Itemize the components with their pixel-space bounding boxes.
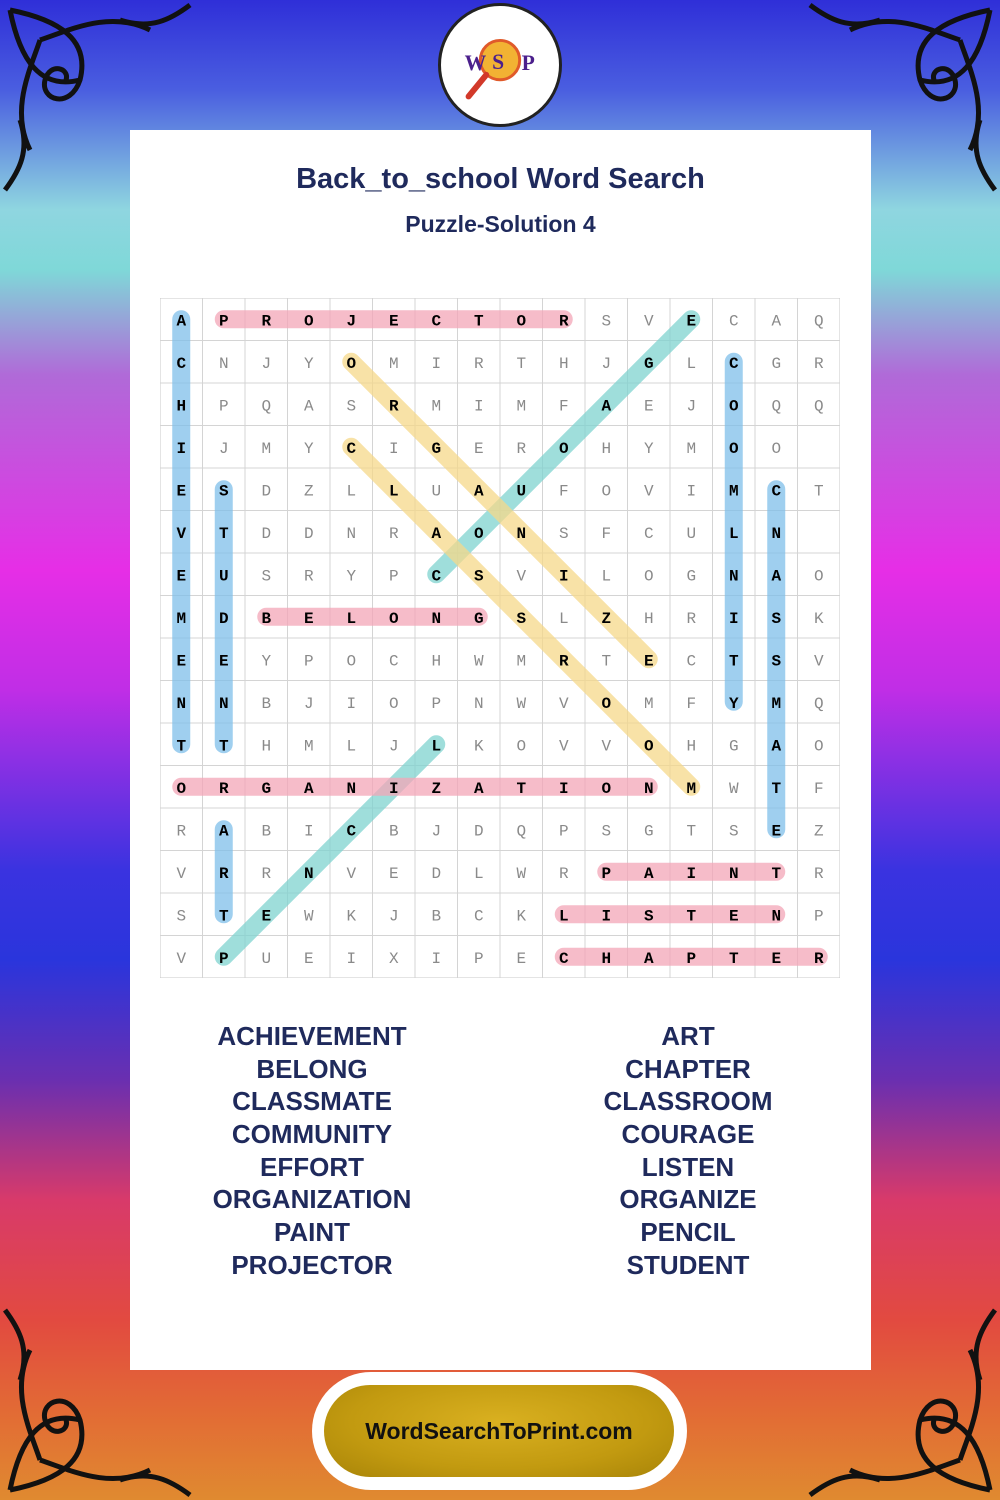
grid-cell-letter: O (388, 694, 399, 713)
grid-cell-letter: J (346, 312, 357, 331)
grid-cell-letter: R (473, 354, 484, 373)
grid-cell-letter: U (261, 949, 272, 968)
grid-cell-letter: L (388, 482, 399, 501)
grid-cell-letter: I (431, 949, 442, 968)
website-link-button[interactable]: WordSearchToPrint.com (324, 1385, 674, 1477)
grid-cell-letter: T (516, 779, 527, 798)
grid-cell-letter: M (516, 397, 527, 416)
word-list-item: CHAPTER (625, 1053, 751, 1084)
grid-cell-letter: T (218, 907, 229, 926)
grid-cell-letter: J (388, 907, 399, 926)
grid-cell-letter: S (728, 822, 739, 841)
grid-cell-letter: R (261, 312, 272, 331)
grid-cell-letter: F (686, 694, 697, 713)
grid-cell-letter: A (643, 949, 654, 968)
grid-cell-letter: R (558, 652, 569, 671)
grid-cell-letter: T (771, 779, 782, 798)
grid-cell-letter: Y (303, 439, 314, 458)
grid-cell-letter: E (771, 949, 782, 968)
grid-cell-letter: E (388, 312, 399, 331)
grid-cell-letter: I (431, 354, 442, 373)
grid-cell-letter: S (473, 567, 484, 586)
grid-cell-letter: I (388, 779, 399, 798)
grid-cell-letter: M (643, 694, 654, 713)
grid-cell-letter: Z (431, 779, 442, 798)
grid-cell-letter: L (601, 567, 612, 586)
word-list-left (112, 1020, 512, 1282)
word-list-item: PENCIL (640, 1217, 736, 1248)
grid-cell-letter: N (218, 354, 229, 373)
grid-cell-letter: W (303, 907, 314, 926)
grid-cell-letter: D (261, 482, 272, 501)
grid-cell-letter: H (558, 354, 569, 373)
grid-cell-letter: B (261, 609, 272, 628)
grid-cell-letter: O (728, 439, 739, 458)
grid-cell-letter: A (218, 822, 229, 841)
grid-cell-letter: V (176, 524, 187, 543)
grid-cell-letter: Q (771, 397, 782, 416)
grid-cell-letter: H (176, 397, 187, 416)
grid-cell-letter: E (643, 652, 654, 671)
grid-cell-letter: N (431, 609, 442, 628)
grid-cell-letter: W (473, 652, 484, 671)
grid-cell-letter: I (473, 397, 484, 416)
grid-cell-letter: V (516, 567, 527, 586)
grid-cell-letter: N (176, 694, 187, 713)
grid-cell-letter: O (346, 354, 357, 373)
grid-cell-letter: R (218, 864, 229, 883)
grid-cell-letter: E (303, 609, 314, 628)
grid-cell-letter: H (686, 737, 697, 756)
grid-cell-letter: G (728, 737, 739, 756)
grid-cell-letter: H (601, 439, 612, 458)
grid-cell-letter: M (303, 737, 314, 756)
grid-cell-letter: A (771, 312, 782, 331)
grid-cell-letter: R (218, 779, 229, 798)
grid-cell-letter: H (643, 609, 654, 628)
grid-cell-letter: N (218, 694, 229, 713)
grid-cell-letter: G (686, 567, 697, 586)
grid-cell-letter: N (346, 779, 357, 798)
grid-cell-letter: W (516, 864, 527, 883)
grid-cell-letter: O (516, 312, 527, 331)
grid-cell-letter: P (813, 907, 824, 926)
grid-cell-letter: O (728, 397, 739, 416)
grid-cell-letter: R (813, 354, 824, 373)
grid-cell-letter: T (218, 737, 229, 756)
grid-cell-letter: Y (261, 652, 272, 671)
grid-cell-letter: E (516, 949, 527, 968)
page-subtitle: Puzzle-Solution 4 (405, 211, 596, 237)
grid-cell-letter: D (431, 864, 442, 883)
word-list-item: ACHIEVEMENT (217, 1021, 407, 1051)
grid-cell-letter: V (643, 482, 654, 501)
grid-cell-letter: V (558, 737, 569, 756)
grid-cell-letter: C (686, 652, 697, 671)
grid-cell-letter: O (558, 439, 569, 458)
word-list-item: PAINT (273, 1217, 351, 1248)
word-list-item: LISTEN (641, 1151, 735, 1182)
grid-cell-letter: F (601, 524, 612, 543)
grid-cell-letter: U (686, 524, 697, 543)
grid-cell-letter: V (176, 949, 187, 968)
grid-cell-letter: O (346, 652, 357, 671)
grid-cell-letter: R (176, 822, 187, 841)
grid-cell-letter: V (643, 312, 654, 331)
grid-cell-letter: P (601, 864, 612, 883)
grid-cell-letter: C (346, 439, 357, 458)
grid-cell-letter: R (813, 949, 824, 968)
grid-cell-letter: L (346, 609, 357, 628)
grid-cell-letter: G (643, 822, 654, 841)
grid-cell-letter: Q (813, 397, 824, 416)
grid-cell-letter: C (431, 567, 442, 586)
grid-cell-letter: S (346, 397, 357, 416)
grid-cell-letter: M (686, 439, 697, 458)
grid-cell-letter: J (261, 354, 272, 373)
grid-cell-letter: F (558, 397, 569, 416)
grid-cell-letter: I (728, 609, 739, 628)
grid-cell-letter: P (218, 312, 229, 331)
grid-cell-letter: G (643, 354, 654, 373)
grid-cell-letter: I (176, 439, 187, 458)
grid-cell-letter: K (813, 609, 824, 628)
grid-cell-letter: U (218, 567, 229, 586)
grid-cell-letter: T (473, 312, 484, 331)
grid-cell-letter: E (728, 907, 739, 926)
grid-cell-letter: G (473, 609, 484, 628)
grid-cell-letter: A (771, 737, 782, 756)
grid-cell-letter: M (728, 482, 739, 501)
grid-cell-letter: O (813, 567, 824, 586)
word-list-item: ORGANIZE (619, 1184, 757, 1215)
grid-cell-letter: O (771, 439, 782, 458)
grid-cell-letter: N (771, 524, 782, 543)
grid-cell-letter: U (516, 482, 527, 501)
grid-cell-letter: O (813, 737, 824, 756)
word-list-item: CLASSMATE (232, 1086, 392, 1117)
grid-cell-letter: I (686, 864, 697, 883)
grid-cell-letter: E (643, 397, 654, 416)
grid-cell-letter: Q (261, 397, 272, 416)
logo-letter-s: S (492, 49, 505, 74)
grid-cell-letter: B (261, 694, 272, 713)
grid-cell-letter: C (643, 524, 654, 543)
grid-cell-letter: R (558, 312, 569, 331)
page-title: Back_to_school Word Search (296, 163, 705, 195)
grid-cell-letter: W (728, 779, 739, 798)
grid-cell-letter: C (728, 312, 739, 331)
grid-cell-letter: S (771, 652, 782, 671)
grid-cell-letter: F (558, 482, 569, 501)
grid-cell-letter: D (218, 609, 229, 628)
grid-cell-letter: V (346, 864, 357, 883)
word-list-item: BELONG (256, 1053, 368, 1084)
grid-cell-letter: C (388, 652, 399, 671)
grid-cell-letter: C (346, 822, 357, 841)
grid-cell-letter: A (303, 779, 314, 798)
grid-cell-letter: B (431, 907, 442, 926)
grid-cell-letter: W (516, 694, 527, 713)
word-search-grid (160, 298, 840, 978)
grid-cell-letter: I (686, 482, 697, 501)
grid-cell-letter: H (601, 949, 612, 968)
grid-cell-letter: G (771, 354, 782, 373)
grid-cell-letter: E (218, 652, 229, 671)
grid-cell-letter: V (813, 652, 824, 671)
grid-cell-letter: J (388, 737, 399, 756)
logo-letter-p: P (521, 50, 535, 75)
grid-cell-letter: S (261, 567, 272, 586)
grid-cell-letter: M (388, 354, 399, 373)
grid-cell-letter: R (558, 864, 569, 883)
grid-cell-letter: E (686, 312, 697, 331)
grid-cell-letter: O (388, 609, 399, 628)
word-list-right (488, 1020, 888, 1282)
grid-cell-letter: V (558, 694, 569, 713)
grid-cell-letter: S (771, 609, 782, 628)
logo-letter-w: W (464, 50, 487, 75)
grid-cell-letter: O (601, 482, 612, 501)
grid-cell-letter: R (261, 864, 272, 883)
grid-cell-letter: B (261, 822, 272, 841)
grid-cell-letter: L (558, 907, 569, 926)
grid-cell-letter: I (558, 567, 569, 586)
grid-cell-letter: E (176, 482, 187, 501)
grid-cell-letter: T (218, 524, 229, 543)
grid-cell-letter: H (431, 652, 442, 671)
grid-cell-letter: T (601, 652, 612, 671)
grid-cell-letter: N (728, 864, 739, 883)
grid-cell-letter: P (686, 949, 697, 968)
grid-cell-letter: S (176, 907, 187, 926)
grid-cell-letter: N (303, 864, 314, 883)
grid-cell-letter: P (218, 397, 229, 416)
grid-cell-letter: M (771, 694, 782, 713)
grid-cell-letter: O (303, 312, 314, 331)
grid-cell-letter: L (346, 737, 357, 756)
grid-cell-letter: N (771, 907, 782, 926)
grid-cell-letter: A (643, 864, 654, 883)
grid-cell-letter: R (813, 864, 824, 883)
grid-cell-letter: V (601, 737, 612, 756)
grid-cell-letter: T (686, 907, 697, 926)
word-list-item: ART (661, 1021, 715, 1051)
grid-cell-letter: I (303, 822, 314, 841)
grid-cell-letter: N (643, 779, 654, 798)
grid-cell-letter: S (218, 482, 229, 501)
grid-cell-letter: N (516, 524, 527, 543)
grid-cell-letter: C (473, 907, 484, 926)
grid-cell-letter: P (431, 694, 442, 713)
grid-cell-letter: R (303, 567, 314, 586)
word-list-item: CLASSROOM (603, 1086, 773, 1117)
grid-cell-letter: T (813, 482, 824, 501)
grid-cell-letter: P (473, 949, 484, 968)
grid-cell-letter: L (346, 482, 357, 501)
grid-cell-letter: T (728, 652, 739, 671)
grid-cell-letter: E (261, 907, 272, 926)
grid-cell-letter: A (431, 524, 442, 543)
grid-cell-letter: I (388, 439, 399, 458)
word-list-item: PROJECTOR (231, 1249, 393, 1280)
grid-cell-letter: E (176, 567, 187, 586)
grid-cell-letter: J (303, 694, 314, 713)
grid-cell-letter: R (388, 524, 399, 543)
grid-cell-letter: C (728, 354, 739, 373)
grid-cell-letter: M (176, 609, 187, 628)
grid-cell-letter: I (558, 779, 569, 798)
grid-cell-letter: S (601, 312, 612, 331)
grid-cell-letter: I (346, 949, 357, 968)
grid-cell-letter: A (771, 567, 782, 586)
grid-cell-letter: S (558, 524, 569, 543)
grid-cell-letter: B (388, 822, 399, 841)
grid-cell-letter: D (473, 822, 484, 841)
grid-cell-letter: L (473, 864, 484, 883)
grid-cell-letter: A (473, 482, 484, 501)
word-list-item: EFFORT (260, 1151, 364, 1182)
grid-cell-letter: D (261, 524, 272, 543)
grid-cell-letter: J (218, 439, 229, 458)
logo[interactable] (438, 3, 562, 127)
grid-cell-letter: P (218, 949, 229, 968)
grid-cell-letter: R (388, 397, 399, 416)
grid-cell-letter: Y (303, 354, 314, 373)
grid-cell-letter: M (516, 652, 527, 671)
grid-cell-letter: T (516, 354, 527, 373)
grid-cell-letter: O (643, 567, 654, 586)
grid-cell-letter: Q (813, 312, 824, 331)
grid-cell-letter: C (176, 354, 187, 373)
word-list-item: COURAGE (621, 1119, 755, 1150)
grid-cell-letter: E (771, 822, 782, 841)
grid-cell-letter: J (601, 354, 612, 373)
grid-cell-letter: E (388, 864, 399, 883)
grid-cell-letter: Y (728, 694, 739, 713)
grid-cell-letter: T (728, 949, 739, 968)
word-list-item: ORGANIZATION (212, 1184, 412, 1215)
grid-cell-letter: D (303, 524, 314, 543)
grid-cell-letter: A (473, 779, 484, 798)
grid-cell-letter: R (686, 609, 697, 628)
grid-cell-letter: O (473, 524, 484, 543)
grid-cell-letter: G (431, 439, 442, 458)
grid-cell-letter: A (303, 397, 314, 416)
grid-cell-letter: N (346, 524, 357, 543)
grid-cell-letter: Q (516, 822, 527, 841)
grid-cell-letter: T (771, 864, 782, 883)
grid-cell-letter: S (516, 609, 527, 628)
word-list-item: STUDENT (626, 1249, 750, 1280)
grid-cell-letter: C (431, 312, 442, 331)
grid-cell-letter: K (346, 907, 357, 926)
grid-cell-letter: Z (601, 609, 612, 628)
grid-cell-letter: S (643, 907, 654, 926)
grid-cell-letter: P (388, 567, 399, 586)
grid-cell-letter: O (643, 737, 654, 756)
grid-cell-letter: C (771, 482, 782, 501)
grid-cell-letter: I (601, 907, 612, 926)
grid-cell-letter: M (261, 439, 272, 458)
grid-cell-letter: U (431, 482, 442, 501)
grid-cell-letter: V (176, 864, 187, 883)
grid-cell-letter: Z (303, 482, 314, 501)
grid-cell-letter: O (176, 779, 187, 798)
grid-cell-letter: A (176, 312, 187, 331)
grid-cell-letter: E (176, 652, 187, 671)
grid-cell-letter: G (261, 779, 272, 798)
grid-cell-letter: P (558, 822, 569, 841)
grid-cell-letter: J (686, 397, 697, 416)
grid-cell-letter: Z (813, 822, 824, 841)
grid-cell-letter: K (473, 737, 484, 756)
grid-cell-letter: P (303, 652, 314, 671)
grid-cell-letter: E (303, 949, 314, 968)
grid-cell-letter: L (558, 609, 569, 628)
grid-cell-letter: O (516, 737, 527, 756)
word-list-item: COMMUNITY (231, 1119, 393, 1150)
grid-cell-letter: A (601, 397, 612, 416)
grid-cell-letter: Y (346, 567, 357, 586)
grid-cell-letter: Q (813, 694, 824, 713)
grid-cell-letter: L (686, 354, 697, 373)
grid-cell-letter: T (686, 822, 697, 841)
grid-cell-letter: Y (643, 439, 654, 458)
grid-cell-letter: F (813, 779, 824, 798)
grid-cell-letter: C (558, 949, 569, 968)
grid-cell-letter: S (601, 822, 612, 841)
grid-cell-letter: N (728, 567, 739, 586)
grid-cell-letter: L (728, 524, 739, 543)
grid-cell-letter: I (346, 694, 357, 713)
grid-cell-letter: M (431, 397, 442, 416)
grid-cell-letter: M (686, 779, 697, 798)
grid-cell-letter: N (473, 694, 484, 713)
grid-cell-letter: H (261, 737, 272, 756)
grid-cell-letter: K (516, 907, 527, 926)
grid-cell-letter: O (601, 779, 612, 798)
grid-cell-letter: X (388, 949, 399, 968)
grid-cell-letter: R (516, 439, 527, 458)
grid-cell-letter: O (601, 694, 612, 713)
grid-cell-letter: J (431, 822, 442, 841)
grid-cell-letter: E (473, 439, 484, 458)
grid-cell-letter: T (176, 737, 187, 756)
grid-cell-letter: L (431, 737, 442, 756)
